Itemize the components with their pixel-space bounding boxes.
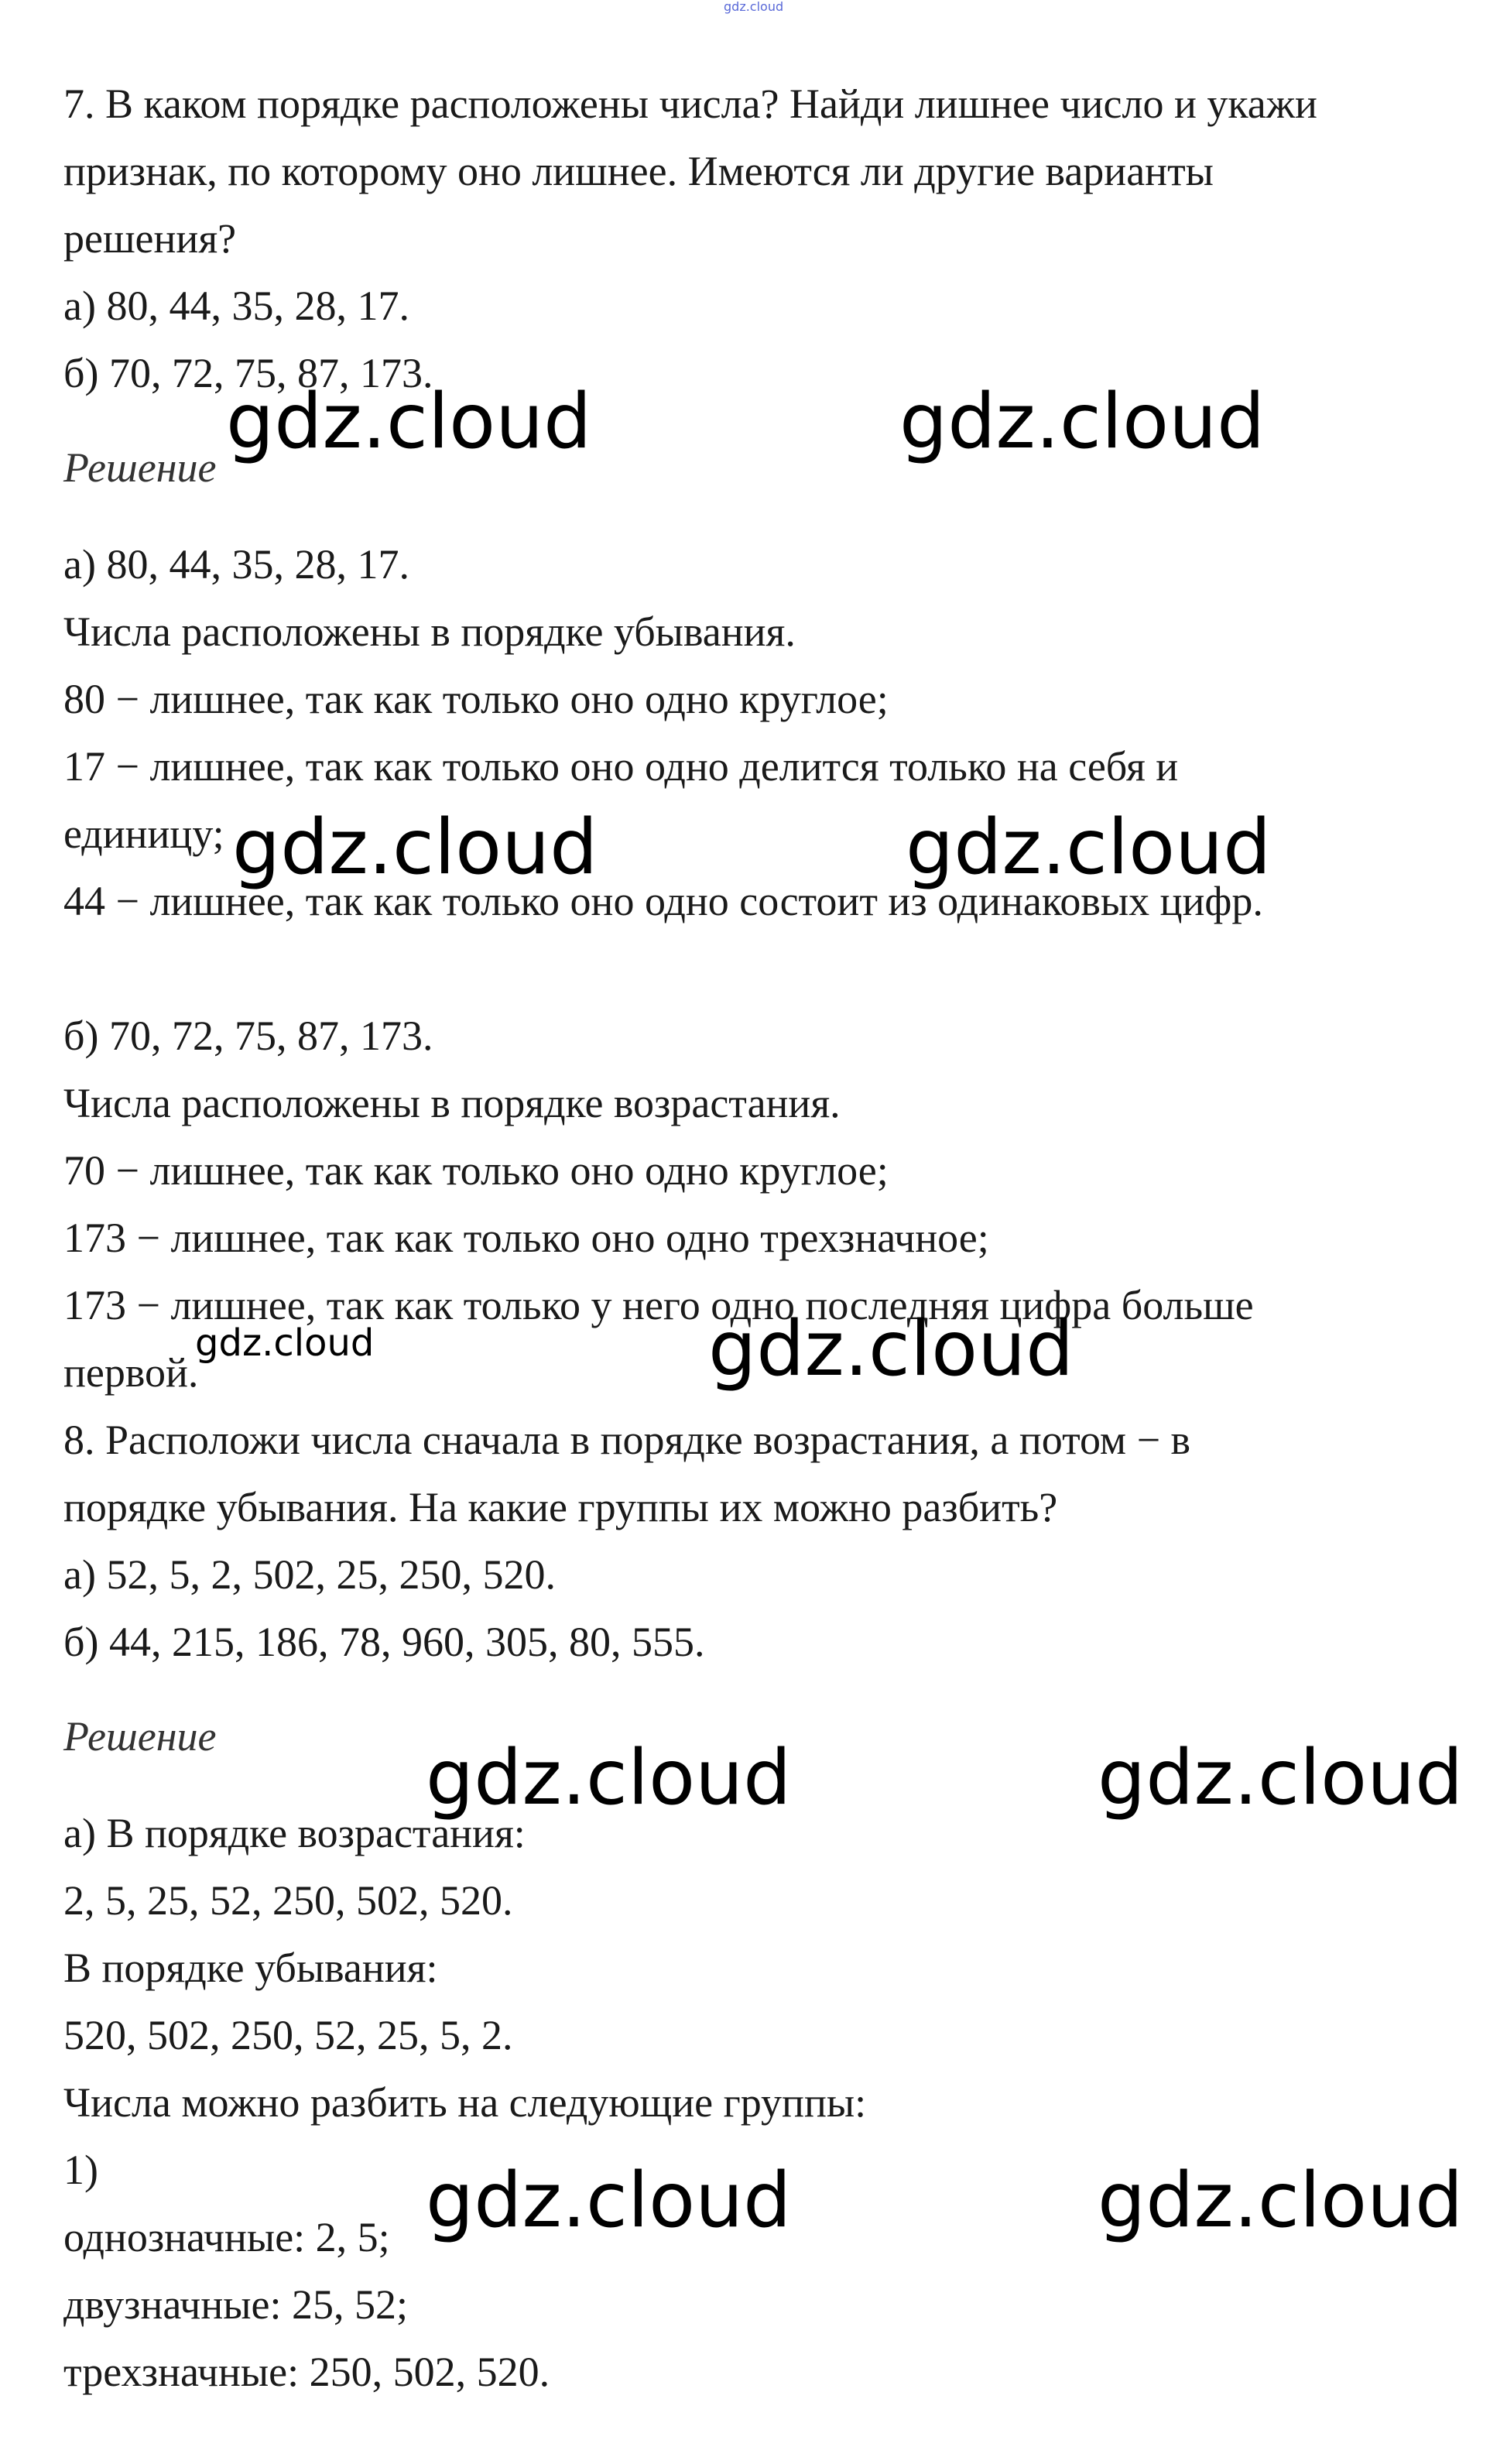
task7-item-b: б) 70, 72, 75, 87, 173. <box>63 350 433 396</box>
task8-solution-a-line-3: В порядке убывания: <box>63 1945 438 1991</box>
task8-solution-a-line-7: однозначные: 2, 5; <box>63 2214 390 2260</box>
watermark: gdz.cloud <box>195 1321 375 1365</box>
task7-solution-b-line-5: 173 − лишнее, так как только у него одно последняя цифра больше <box>63 1282 1254 1328</box>
task8-item-b: б) 44, 215, 186, 78, 960, 305, 80, 555. <box>63 1619 705 1665</box>
task8-solution-a-line-9: трехзначные: 250, 502, 520. <box>63 2349 550 2395</box>
task8-solution-label: Решение <box>63 1713 217 1760</box>
task7-solution-b-line-4: 173 − лишнее, так как только оно одно трехзначное; <box>63 1215 989 1261</box>
task7-solution-b-line-1: б) 70, 72, 75, 87, 173. <box>63 1013 433 1059</box>
watermark-top: gdz.cloud <box>724 0 784 14</box>
task7-solution-b-line-3: 70 − лишнее, так как только оно одно круглое; <box>63 1147 889 1194</box>
task7-solution-a-line-5: единицу; <box>63 810 224 857</box>
task8-solution-a-line-5: Числа можно разбить на следующие группы: <box>63 2079 867 2126</box>
task8-solution-a-line-2: 2, 5, 25, 52, 250, 502, 520. <box>63 1877 513 1924</box>
task7-question-line-1: 7. В каком порядке расположены числа? Найди лишнее число и укажи <box>63 81 1317 127</box>
watermark: gdz.cloud <box>1098 2157 1464 2245</box>
task8-solution-a-line-4: 520, 502, 250, 52, 25, 5, 2. <box>63 2012 513 2058</box>
task8-question-line-1: 8. Расположи числа сначала в порядке возрастания, а потом − в <box>63 1417 1191 1463</box>
task8-solution-a-line-6: 1) <box>63 2147 98 2193</box>
task7-solution-a-line-6: 44 − лишнее, так как только оно одно состоит из одинаковых цифр. <box>63 878 1263 924</box>
task7-solution-a-line-2: Числа расположены в порядке убывания. <box>63 608 796 655</box>
task8-solution-a-line-8: двузначные: 25, 52; <box>63 2281 408 2328</box>
task8-question-line-2: порядке убывания. На какие группы их можно разбить? <box>63 1484 1058 1530</box>
watermark: gdz.cloud <box>906 804 1272 892</box>
task7-solution-a-line-4: 17 − лишнее, так как только оно одно делится только на себя и <box>63 743 1179 790</box>
watermark: gdz.cloud <box>899 378 1266 466</box>
task7-item-a: а) 80, 44, 35, 28, 17. <box>63 283 409 329</box>
watermark: gdz.cloud <box>226 378 592 466</box>
task7-solution-label: Решение <box>63 444 217 491</box>
task7-solution-a-line-3: 80 − лишнее, так как только оно одно круглое; <box>63 676 889 722</box>
watermark: gdz.cloud <box>1098 1734 1464 1822</box>
task7-solution-b-line-2: Числа расположены в порядке возрастания. <box>63 1080 841 1126</box>
watermark: gdz.cloud <box>232 804 598 892</box>
task7-question-line-3: решения? <box>63 215 237 262</box>
task7-solution-b-line-6: первой. <box>63 1349 199 1396</box>
task7-question-line-2: признак, по которому оно лишнее. Имеются ли другие варианты <box>63 148 1214 194</box>
task8-item-a: а) 52, 5, 2, 502, 25, 250, 520. <box>63 1551 556 1598</box>
watermark: gdz.cloud <box>426 1734 792 1822</box>
watermark: gdz.cloud <box>708 1305 1074 1393</box>
task7-solution-a-line-1: а) 80, 44, 35, 28, 17. <box>63 541 409 588</box>
watermark: gdz.cloud <box>426 2157 792 2245</box>
task8-solution-a-line-1: а) В порядке возрастания: <box>63 1810 526 1856</box>
